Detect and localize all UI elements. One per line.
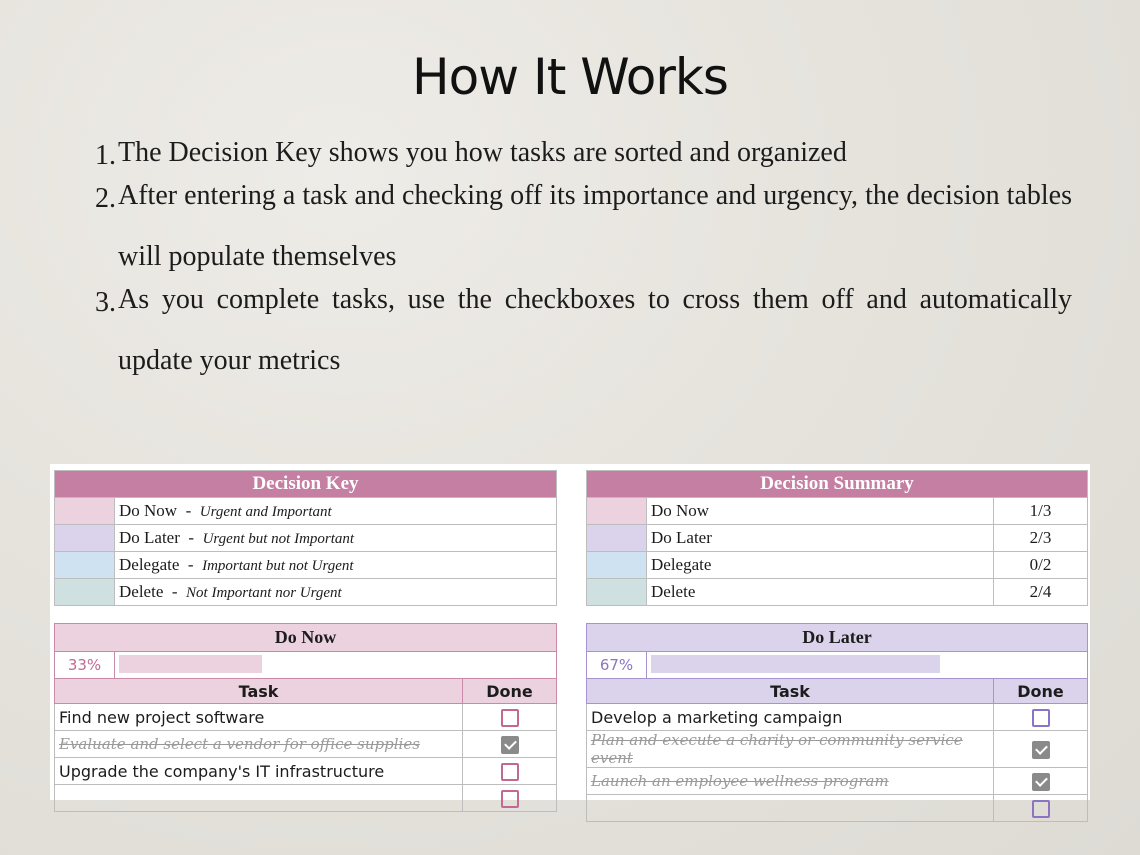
done-checkbox[interactable] [1032,709,1050,727]
table-row [55,704,557,731]
done-checkbox[interactable] [1032,800,1050,818]
instruction-list [88,137,1072,391]
decision-summary-table [586,470,1088,606]
do-later-col-task: Task [587,679,994,704]
table-row [587,768,1088,795]
table-row [55,785,557,812]
do-later-title: Do Later [587,624,1088,652]
done-checkbox[interactable] [501,709,519,727]
summary-value: 2/3 [993,525,1087,552]
color-swatch-do-later [587,525,647,552]
spreadsheet-preview [50,464,1090,800]
do-later-percent: 67% [587,652,647,679]
do-now-title: Do Now [55,624,557,652]
summary-value: 0/2 [993,552,1087,579]
page-title: How It Works [412,48,728,106]
key-row-do-later [55,525,557,552]
table-row [587,795,1088,822]
key-label: Do Later [119,528,180,547]
summary-label: Delete [647,579,994,606]
key-row-delegate [55,552,557,579]
done-checkbox[interactable] [501,763,519,781]
task-text[interactable]: Develop a marketing campaign [587,704,994,731]
do-now-progress-fill [119,655,262,673]
task-text[interactable] [55,785,463,812]
summary-label: Do Later [647,525,994,552]
done-checkbox[interactable] [501,790,519,808]
key-sep: - [185,501,192,520]
do-now-col-task: Task [55,679,463,704]
summary-value: 2/4 [993,579,1087,606]
summary-label: Delegate [647,552,994,579]
do-now-progress [115,652,557,679]
step-3 [88,284,1072,391]
color-swatch-do-now [55,498,115,525]
color-swatch-delegate [587,552,647,579]
key-sep: - [188,528,195,547]
key-sep: - [171,582,178,601]
done-checkbox[interactable] [1032,741,1050,759]
step-number: 3. [95,287,116,318]
decision-key-header: Decision Key [55,471,557,498]
table-row [587,731,1088,768]
done-checkbox[interactable] [501,736,519,754]
done-checkbox[interactable] [1032,773,1050,791]
summary-row-do-now [587,498,1088,525]
step-text: As you complete tasks, use the checkboxes to cross them off and automatically update your metrics [118,284,1072,376]
key-label: Do Now [119,501,178,520]
do-now-percent: 33% [55,652,115,679]
table-row [587,704,1088,731]
do-later-progress [647,652,1088,679]
key-row-do-now [55,498,557,525]
do-now-col-done: Done [463,679,557,704]
task-text[interactable]: Evaluate and select a vendor for office supplies [55,731,463,758]
color-swatch-do-later [55,525,115,552]
table-row [55,758,557,785]
task-text[interactable]: Launch an employee wellness program [587,768,994,795]
key-desc: Important but not Urgent [202,558,354,574]
decision-summary-header: Decision Summary [587,471,1088,498]
task-text[interactable]: Find new project software [55,704,463,731]
decision-key-table [54,470,557,606]
color-swatch-delegate [55,552,115,579]
color-swatch-do-now [587,498,647,525]
key-label: Delegate [119,555,180,574]
do-later-progress-fill [651,655,940,673]
key-desc: Urgent but not Important [202,531,355,547]
summary-row-delete [587,579,1088,606]
step-text: The Decision Key shows you how tasks are sorted and organized [118,137,847,168]
do-later-col-done: Done [994,679,1088,704]
step-number: 2. [95,183,116,214]
summary-label: Do Now [647,498,994,525]
summary-row-delegate [587,552,1088,579]
task-text[interactable] [587,795,994,822]
step-text: After entering a task and checking off its importance and urgency, the decision tables will populate themselves [118,180,1072,272]
key-desc: Not Important nor Urgent [186,585,342,601]
do-later-table [586,623,1088,822]
task-text[interactable]: Upgrade the company's IT infrastructure [55,758,463,785]
table-row [55,731,557,758]
summary-value: 1/3 [993,498,1087,525]
summary-row-do-later [587,525,1088,552]
color-swatch-delete [587,579,647,606]
do-now-table [54,623,557,812]
key-row-delete [55,579,557,606]
task-text[interactable]: Plan and execute a charity or community service event [587,731,994,768]
key-desc: Urgent and Important [199,504,332,520]
key-label: Delete [119,582,164,601]
key-sep: - [187,555,194,574]
step-number: 1. [95,140,116,171]
color-swatch-delete [55,579,115,606]
